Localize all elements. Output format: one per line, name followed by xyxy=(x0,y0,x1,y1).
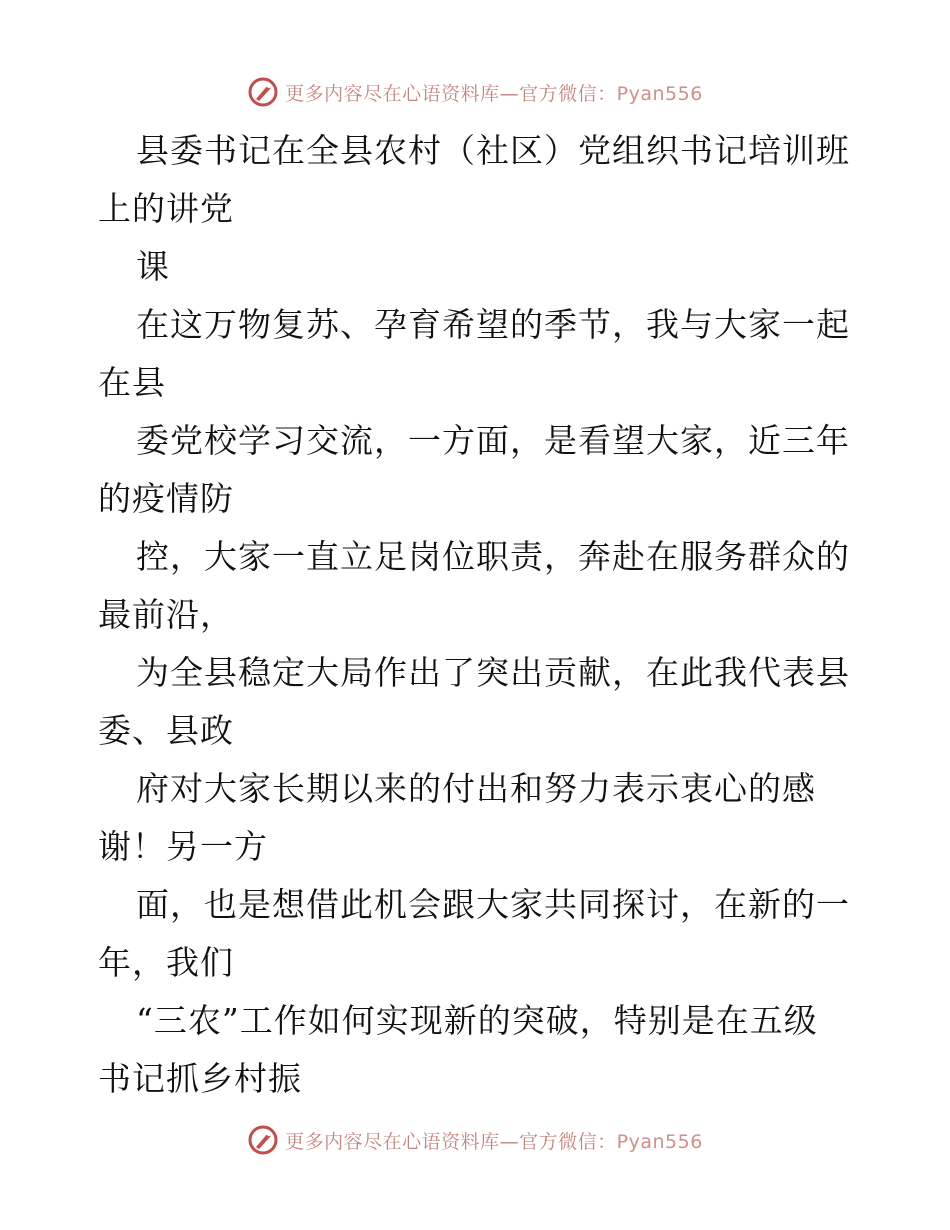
document-body xyxy=(98,122,858,1108)
watermark-text: 更多内容尽在心语资料库—官方微信：Pyan556 xyxy=(285,1130,703,1153)
text-line: 委党校学习交流，一方面，是看望大家，近三年 xyxy=(136,421,850,460)
text-line: 最前沿， xyxy=(98,595,234,634)
text-line: 控，大家一直立足岗位职责，奔赴在服务群众的 xyxy=(136,537,850,576)
text-line: 县委书记在全县农村（社区）党组织书记培训班 xyxy=(136,131,850,170)
text-line: 委、县政 xyxy=(98,711,234,750)
pen-logo-icon xyxy=(247,76,279,108)
pen-logo-icon xyxy=(247,1124,279,1156)
watermark-text: 更多内容尽在心语资料库—官方微信：Pyan556 xyxy=(285,82,703,105)
text-line: 为全县稳定大局作出了突出贡献，在此我代表县 xyxy=(136,653,850,692)
text-line: 在这万物复苏、孕育希望的季节，我与大家一起 xyxy=(136,305,850,344)
footer-watermark xyxy=(0,1120,950,1160)
text-line: 在县 xyxy=(98,363,166,402)
text-line: 上的讲党 xyxy=(98,189,234,228)
text-line: 的疫情防 xyxy=(98,479,234,518)
text-line: “三农”工作如何实现新的突破，特别是在五级 xyxy=(136,1001,818,1040)
text-line: 府对大家长期以来的付出和努力表示衷心的感 xyxy=(136,769,816,808)
text-line: 书记抓乡村振 xyxy=(98,1059,302,1098)
text-line: 谢！另一方 xyxy=(98,827,268,866)
text-line: 年，我们 xyxy=(98,943,234,982)
text-line: 课 xyxy=(136,247,170,286)
header-watermark xyxy=(0,72,950,112)
text-line: 面，也是想借此机会跟大家共同探讨，在新的一 xyxy=(136,885,850,924)
